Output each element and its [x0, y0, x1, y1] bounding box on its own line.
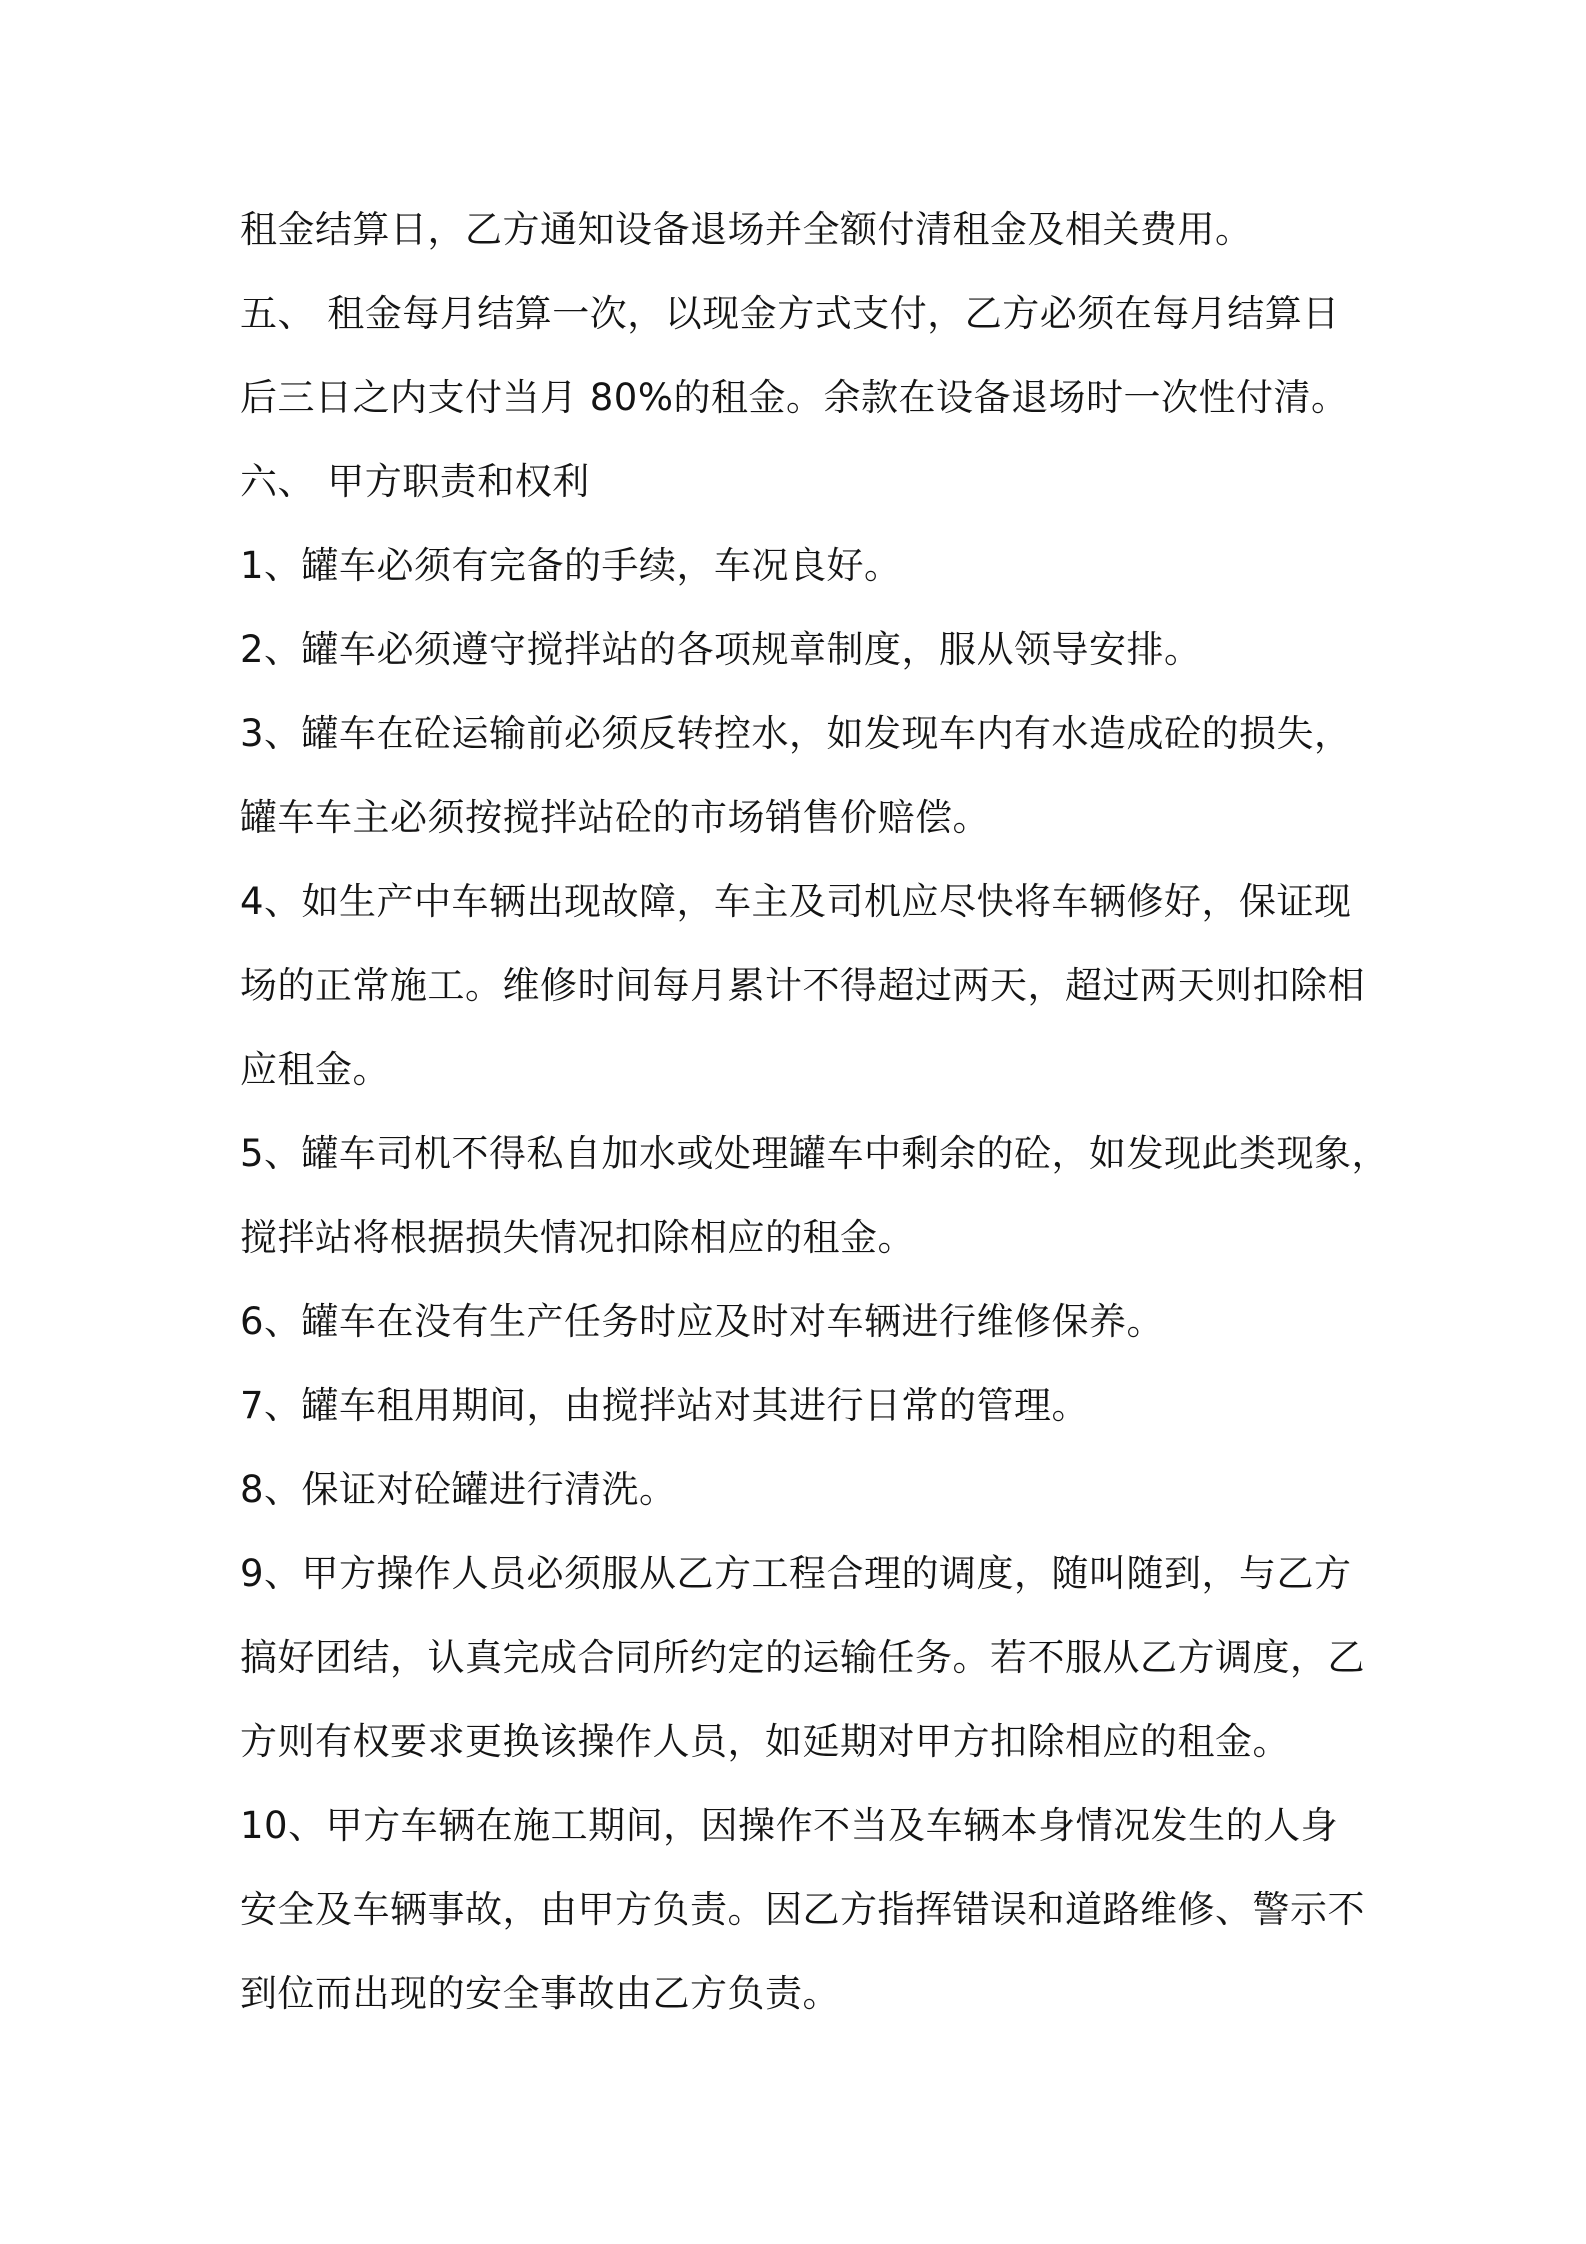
list-item: 8、保证对砼罐进行清洗。	[240, 1468, 677, 1511]
list-item: 10、甲方车辆在施工期间，因操作不当及车辆本身情况发生的人身	[240, 1804, 1339, 1847]
list-item: 9、甲方操作人员必须服从乙方工程合理的调度，随叫随到，与乙方	[240, 1552, 1352, 1595]
list-item: 7、罐车租用期间，由搅拌站对其进行日常的管理。	[240, 1384, 1090, 1427]
document-body	[240, 198, 1390, 2046]
text-line: 场的正常施工。维修时间每月累计不得超过两天，超过两天则扣除相	[240, 964, 1365, 1007]
list-item: 1、罐车必须有完备的手续，车况良好。	[240, 544, 902, 587]
text-line: 搅拌站将根据损失情况扣除相应的租金。	[240, 1216, 915, 1259]
text-line: 后三日之内支付当月 80%的租金。余款在设备退场时一次性付清。	[240, 376, 1349, 419]
list-item: 5、罐车司机不得私自加水或处理罐车中剩余的砼，如发现此类现象，	[240, 1132, 1390, 1175]
text-line: 搞好团结，认真完成合同所约定的运输任务。若不服从乙方调度，乙	[240, 1636, 1365, 1679]
list-item: 2、罐车必须遵守搅拌站的各项规章制度，服从领导安排。	[240, 628, 1202, 671]
text-line: 应租金。	[240, 1048, 390, 1091]
text-line: 租金结算日，乙方通知设备退场并全额付清租金及相关费用。	[240, 208, 1253, 251]
text-line: 罐车车主必须按搅拌站砼的市场销售价赔偿。	[240, 796, 990, 839]
list-item: 3、罐车在砼运输前必须反转控水，如发现车内有水造成砼的损失，	[240, 712, 1352, 755]
section-heading: 六、 甲方职责和权利	[240, 460, 590, 503]
list-item: 6、罐车在没有生产任务时应及时对车辆进行维修保养。	[240, 1300, 1165, 1343]
text-line: 方则有权要求更换该操作人员，如延期对甲方扣除相应的租金。	[240, 1720, 1290, 1763]
text-line: 安全及车辆事故，由甲方负责。因乙方指挥错误和道路维修、警示不	[240, 1888, 1365, 1931]
text-line: 到位而出现的安全事故由乙方负责。	[240, 1972, 840, 2015]
list-item: 4、如生产中车辆出现故障，车主及司机应尽快将车辆修好，保证现	[240, 880, 1352, 923]
text-line: 五、 租金每月结算一次，以现金方式支付，乙方必须在每月结算日	[240, 292, 1340, 335]
